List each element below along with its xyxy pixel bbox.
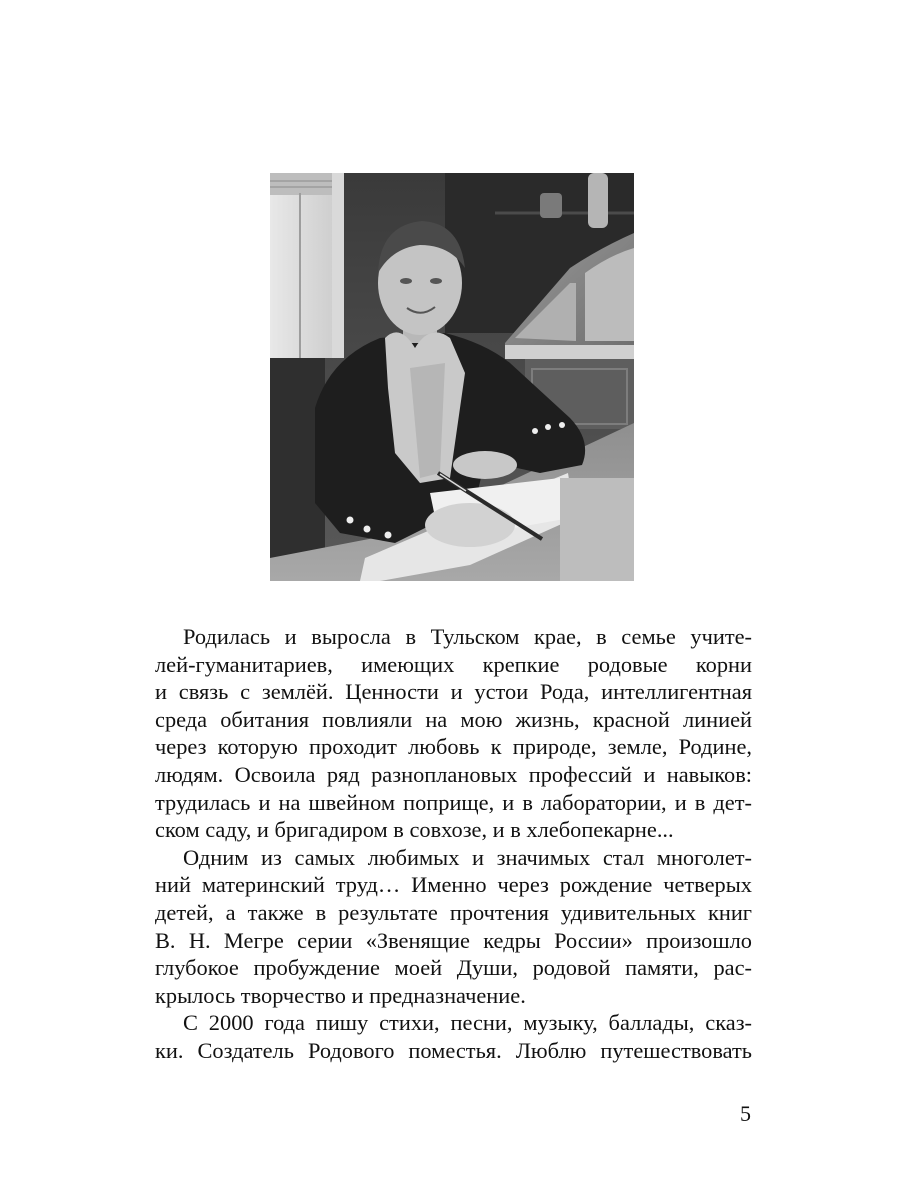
paragraph-1-line-6: людям. Освоила ряд разноплановых профессий и навыков:	[155, 761, 752, 787]
paragraph-3-line-1: С 2000 года пишу стихи, песни, музыку, баллады, сказ-	[183, 1010, 752, 1036]
paragraph-1-line-5: через которую проходит любовь к природе, земле, Родине,	[155, 734, 752, 760]
paragraph-1-line-2: лей-гуманитариев, имеющих крепкие родовые корни	[155, 651, 752, 677]
author-photo	[270, 173, 634, 581]
paragraph-2-line-3: детей, а также в результате прочтения удивительных книг	[155, 899, 752, 925]
paragraph-1-line-7: трудилась и на швейном поприще, и в лаборатории, и в дет-	[155, 789, 752, 815]
paragraph-1-line-1: Родилась и выросла в Тульском крае, в семье учите-	[183, 624, 752, 649]
paragraph-2-line-4: В. Н. Мегре серии «Звенящие кедры России» произошло	[155, 927, 752, 953]
paragraph-3-line-2: ки. Создатель Родового поместья. Люблю путешествовать	[155, 1037, 752, 1063]
paragraph-2-line-6: крылось творчество и предназначение.	[155, 982, 526, 1008]
paragraph-2-line-1: Одним из самых любимых и значимых стал многолет-	[183, 844, 752, 870]
paragraph-1-line-8: ском саду, и бригадиром в совхозе, и в хлебопекарне...	[155, 817, 674, 843]
paragraph-1-line-4: среда обитания повлияли на мою жизнь, красной линией	[155, 706, 752, 732]
page-number: 5	[740, 1101, 751, 1126]
paragraph-2-line-2: ний материнский труд… Именно через рождение четверых	[155, 872, 752, 898]
paragraph-1-line-3: и связь с землёй. Ценности и устои Рода, интеллигентная	[155, 679, 752, 705]
body-text	[155, 623, 752, 1065]
paragraph-2-line-5: глубокое пробуждение моей Души, родовой памяти, рас-	[155, 955, 752, 981]
author-photo-image	[270, 173, 634, 581]
